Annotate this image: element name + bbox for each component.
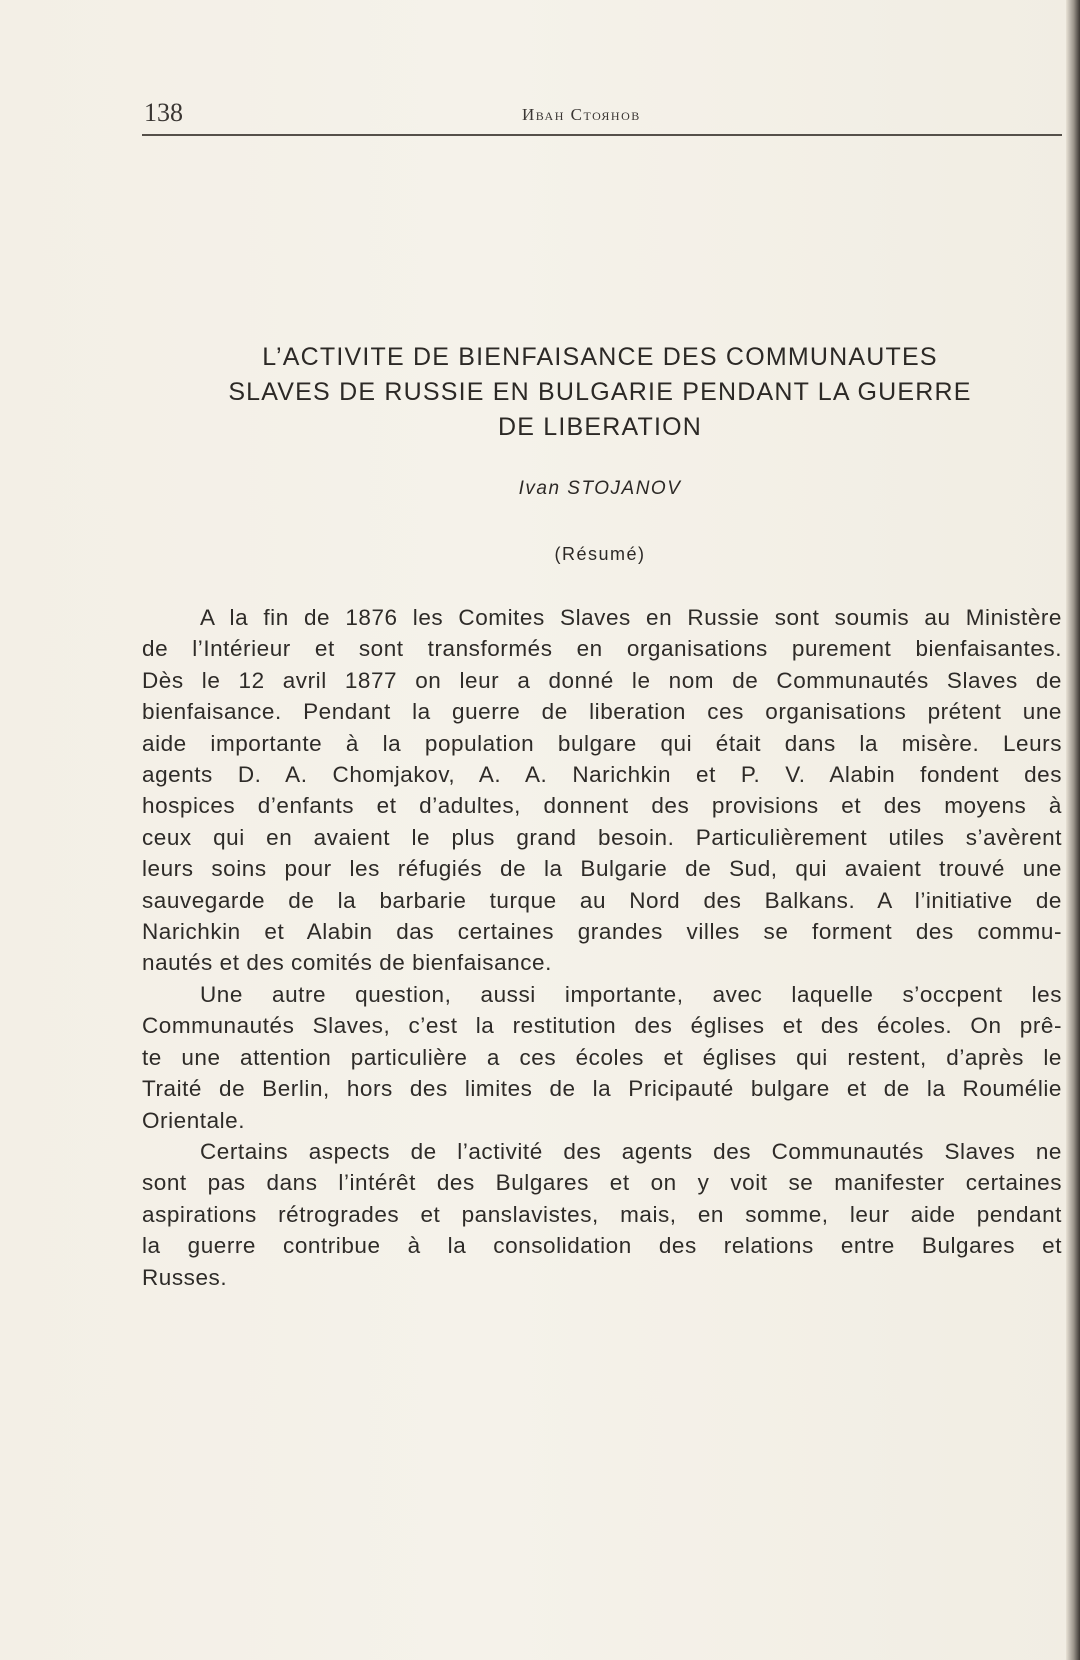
article-title-line: SLAVES DE RUSSIE EN BULGARIE PENDANT LA GUERRE [228,378,972,406]
text-line: sont pas dans l’intérêt des Bulgares et on y voit se manifester certaines [142,1170,1062,1196]
abstract-body [142,602,1062,1293]
text-line: hospices d’enfants et d’adultes, donnent des provisions et des moyens à [142,793,1062,819]
text-line: aspirations rétrogrades et panslavistes, mais, en somme, leur aide pendant [142,1201,1062,1227]
text-line: Communautés Slaves, c’est la restitution des églises et des écoles. On prê- [142,1013,1062,1039]
running-head [142,98,1060,132]
text-line: ceux qui en avaient le plus grand besoin. Particulièrement utiles s’avèrent [142,824,1062,850]
page-number: 138 [144,98,183,127]
author-name: Ivan STOJANOV [518,478,682,499]
text-line: nautés et des comités de bienfaisance. [142,950,552,976]
text-line: Russes. [142,1264,228,1290]
text-line: Traité de Berlin, hors des limites de la Pricipauté bulgare et de la Roumélie [142,1076,1062,1102]
text-line: Narichkin et Alabin das certaines grandes villes se forment des commu- [142,919,1062,945]
running-head-title: Иван Стоянов [522,105,641,124]
text-line: A la fin de 1876 les Comites Slaves en Russie sont soumis au Ministère [200,605,1062,630]
text-line: agents D. A. Chomjakov, A. A. Narichkin et P. V. Alabin fondent des [142,762,1062,788]
text-line: leurs soins pour les réfugiés de la Bulgarie de Sud, qui avaient trouvé une [142,856,1062,882]
text-line: de l’Intérieur et sont transformés en organisations purement bienfaisantes. [142,636,1062,662]
article-title-line: DE LIBERATION [497,413,703,441]
text-line: la guerre contribue à la consolidation des relations entre Bulgares et [142,1233,1062,1259]
text-line: aide importante à la population bulgare qui était dans la misère. Leurs [142,730,1062,756]
text-line: bienfaisance. Pendant la guerre de liberation ces organisations prétent une [142,699,1062,725]
resume-label: (Résumé) [554,544,646,564]
article-title [150,340,1050,445]
text-line: te une attention particulière a ces écoles et églises qui restent, d’après le [142,1044,1062,1070]
text-line: Certains aspects de l’activité des agents des Communautés Slaves ne [200,1138,1062,1164]
text-line: Une autre question, aussi importante, avec laquelle s’occpent les [200,981,1062,1007]
article-title-line: L’ACTIVITE DE BIENFAISANCE DES COMMUNAUTES [262,343,938,371]
page-edge-shadow [1066,0,1080,1660]
text-line: Orientale. [142,1107,246,1133]
header-rule [142,134,1062,136]
text-line: sauvegarde de la barbarie turque au Nord des Balkans. A l’initiative de [142,887,1062,913]
text-line: Dès le 12 avril 1877 on leur a donné le nom de Communautés Slaves de [142,667,1062,693]
